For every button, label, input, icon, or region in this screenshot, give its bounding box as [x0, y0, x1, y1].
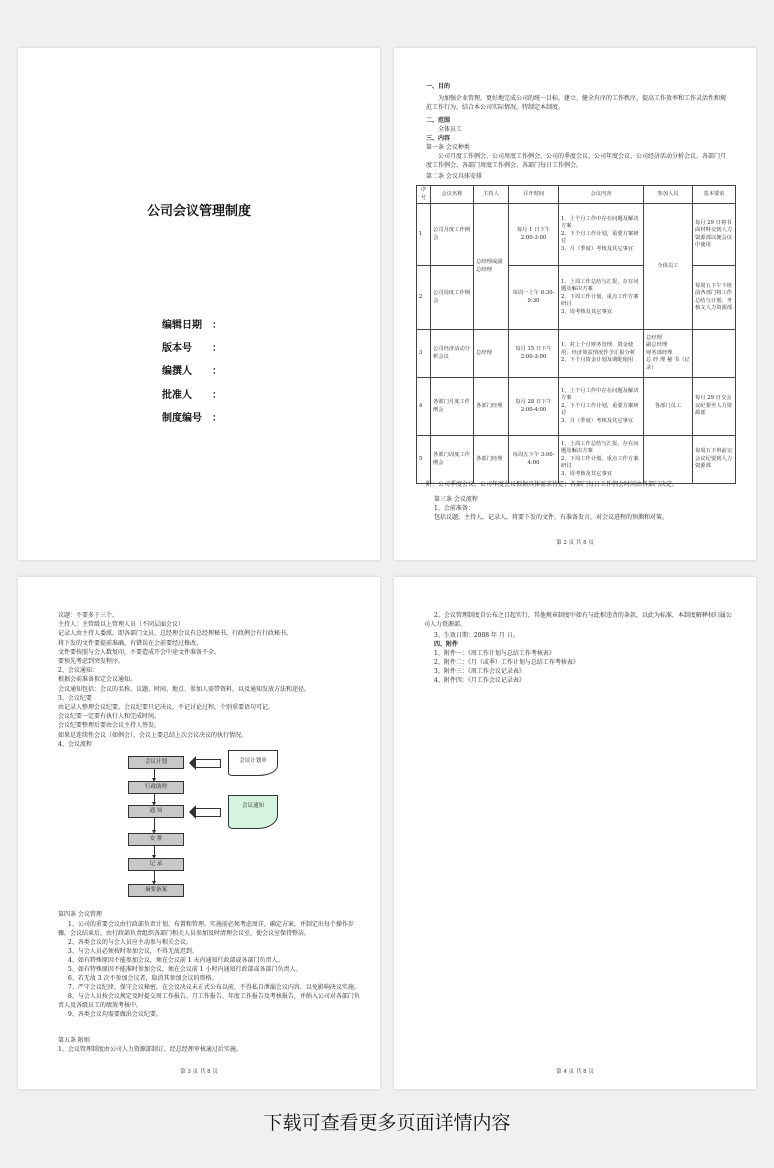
cell: 总经理或副总经理	[474, 204, 509, 330]
list-item: 7、严守会议纪律，保守会议秘密，在会议决议未正式公布以前，不得私自泄漏会议内容，以免影响决议实施。	[68, 984, 360, 991]
cell: 各部门月度工作例会	[431, 378, 474, 436]
col-header: 参加人员	[644, 186, 693, 204]
page-footer: 第 2 页 共 8 页	[556, 540, 594, 546]
page-footer: 第 4 页 共 8 页	[556, 1069, 594, 1075]
line: 文件要按照与会人数复印，不要造成开会中途文件准备不全。	[58, 648, 221, 656]
paragraph: 包括议题，主持人，记录人，将要下发的文件，有准备发言，对会议进程的预测和对策。	[434, 514, 669, 521]
flow-step-record: 记 录	[128, 858, 184, 871]
text-block	[58, 920, 363, 1019]
field-colon: ：	[212, 343, 222, 354]
page-4	[394, 577, 756, 1089]
line: 将下发的文件要提前准确，有错误在会前要经过修改。	[58, 639, 203, 647]
cell: 5	[417, 436, 431, 484]
table-note: 附：公司季度会议、公司年度会议根据具体需求待定；各部门每日工作例会时间由各部门决定。	[426, 481, 679, 488]
paragraph: 1、会前准备：	[434, 505, 474, 512]
field-label: 制度编号	[162, 413, 202, 424]
cell: 2	[417, 266, 431, 330]
list-item: 6、若无故 3 次不参加会议者，取消其参加会议的资格。	[68, 975, 218, 982]
cell: 1、上个月工作中存在问题及解决方案 2、下个月工作计划，重要方案研讨 3、月（季度）考核及其它事宜	[559, 204, 644, 266]
section-heading: 三、内容	[426, 135, 451, 142]
download-caption[interactable]: 下载可查看更多页面详情内容	[263, 1112, 511, 1134]
flow-left-arrow	[196, 808, 221, 817]
field-version	[162, 339, 222, 354]
cell: 每周五下午下班前各部门将工作总结与计划，考核文人力资源部	[693, 266, 736, 330]
cell: 每周五下午 3:00-4:00	[509, 436, 559, 484]
line: 要预先考虑到突发程序。	[58, 658, 125, 666]
table-row	[417, 204, 736, 266]
list-item: 2、附件二：《月（或季）工作计划与总结工作考核表》	[434, 659, 579, 666]
line: 如果是连续性会议（如例会），会议上要总结上次会议决议的执行情况。	[58, 731, 248, 739]
flow-step-archive: 摘要备案	[128, 884, 184, 897]
list-item: 4、附件四：《月工作会议记录表》	[434, 677, 525, 684]
list-item: 3、与会人员必须按时参加会议，不得无故迟到。	[68, 948, 198, 955]
line: 会议通知包括：会议的名称、议题、时间、地点、参加人需带资料，以及通知发放方法和途径。	[58, 685, 311, 693]
cell: 全体员工	[644, 204, 693, 330]
flow-step-arrange: 安 排	[128, 833, 184, 846]
line: 记录人由主持人委派，即各部门文员，总经理会议有总经理秘书，行政例会有行政秘书。	[58, 630, 293, 638]
paragraph: 3、生效日期：2008 年 月 日。	[434, 632, 519, 639]
cell: 每周五下班前交会议纪要到人力资源部	[693, 436, 736, 484]
cell	[644, 436, 693, 484]
cell: 1	[417, 204, 431, 266]
field-label: 编撰人	[162, 366, 192, 377]
line: 2、会议通知：	[58, 667, 98, 675]
line: 3、会议纪要	[58, 694, 92, 702]
list-item: 1、附件一：《周工作计划与总结工作考核表》	[434, 650, 555, 657]
paragraph: 1、会议管理制度由公司人力资源部制订，经总经理审核通过后实施。	[58, 1046, 242, 1053]
cell: 1、上周工作总结与汇报，存在问题及解决方案 2、下周工作计划，重点工作方案研讨 3、周考核及其它事宜	[559, 266, 644, 330]
field-edit-date	[162, 316, 222, 331]
col-header: 会议名称	[431, 186, 474, 204]
cell: 各部门经理	[474, 378, 509, 436]
cell: 各部门经理	[474, 436, 509, 484]
cell: 每月 1 日下午 2:00-3:00	[509, 204, 559, 266]
flow-left-arrow	[196, 759, 221, 768]
flow-step-plan: 会议计划	[128, 756, 184, 769]
field-colon: ：	[212, 320, 222, 331]
list-item: 4、如有特殊原因不能参加会议，须在会议前 1 天内通知行政部或各部门负责人。	[68, 957, 284, 964]
page-cover	[18, 48, 380, 560]
cell: 公司经济活动分析会议	[431, 330, 474, 378]
paragraph: 2、会议管理制度自公布之日起实行，其他规章制度中如有与此相违背的条款，以此为标准，本制度解释权归属公司人力资源部。	[424, 612, 732, 628]
cell: 每月 29 日将书面材料交到人力资源部以便会议中使用	[693, 204, 736, 266]
cell: 各部门周度工作例会	[431, 436, 474, 484]
cell: 总经理	[474, 330, 509, 378]
field-code	[162, 409, 222, 424]
flow-step-admin: 行政助理	[128, 781, 184, 794]
flow-arrow	[154, 794, 155, 803]
article-heading: 第四条 会议管理	[58, 911, 102, 918]
cell: 4	[417, 378, 431, 436]
line: 会议纪要整理后要由会议主持人签发。	[58, 722, 161, 730]
article-heading: 第二条 会议具体安排	[426, 173, 482, 180]
field-author	[162, 362, 222, 377]
cell: 各部门员工	[644, 378, 693, 436]
section-heading: 一、目的	[426, 83, 451, 90]
cell: 1、对上个月财务管理、资金使用、经济效益情况作予汇报分析 2、下个月资金计划及调配使用	[559, 330, 644, 378]
article-heading: 第一条 会议种类	[426, 144, 470, 151]
line: 主持人：主管级以上管理人员（不同层面会议）	[58, 621, 185, 629]
line: 议题：不要多于三个。	[58, 612, 119, 619]
article-heading: 第三条 会议流程	[434, 496, 478, 503]
list-item: 5、如有特殊原因不能准时参加会议，须在会议前 1 小时内通知行政部或各部门负责人。	[68, 966, 302, 973]
page-2	[394, 48, 756, 560]
paragraph: 全体员工	[438, 126, 463, 133]
field-label: 版本号	[162, 343, 192, 354]
flow-arrow	[154, 871, 155, 882]
table-header-row	[417, 186, 736, 204]
col-header: 序号	[417, 186, 431, 204]
line: 会议纪要一定要有执行人和完成时间。	[58, 713, 161, 721]
cell: 每周一上午 8:30-9:30	[509, 266, 559, 330]
page-3	[18, 577, 380, 1089]
field-label: 批准人	[162, 390, 192, 401]
cell: 3	[417, 330, 431, 378]
list-item: 2、各类会议的与会人员应主动参与相关会议。	[68, 939, 192, 946]
article-heading: 第五条 附则	[58, 1037, 90, 1044]
page-footer: 第 3 页 共 8 页	[180, 1069, 218, 1075]
flow-arrow	[154, 769, 155, 779]
cell: 公司月度工作例会	[431, 204, 474, 266]
paragraph: 为加强企业管理，更好地完成公司的统一目标，建立、健全有序的工作秩序，提高工作效率和工作灵活性和规范工作行为，结合本公司实际情况，特制定本制度。	[426, 95, 727, 111]
line: 由记录人整理会议纪要。会议纪要只记决议，不记讨论过程，个别重要语句可记。	[58, 704, 275, 712]
cell: 每月 28 日下午 2:00-4:00	[509, 378, 559, 436]
cover-title: 公司会议管理制度	[146, 204, 251, 219]
field-label: 编辑日期	[162, 320, 202, 331]
list-item: 3、附件三：《周工作会议记录表》	[434, 668, 525, 675]
doc-meeting-notice: 会议通知	[228, 795, 278, 829]
col-header: 会议内容	[559, 186, 644, 204]
table-row	[417, 436, 736, 484]
cell: 1、上周工作总结与汇报，存在问题及解决方案 2、下周工作计划，重点工作方案研讨 3、周考核及其它事宜	[559, 436, 644, 484]
list-item: 9、各类会议均需要做出会议纪要。	[68, 1011, 162, 1018]
col-header: 基本要求	[693, 186, 736, 204]
field-colon: ：	[212, 413, 222, 424]
meeting-schedule-table	[416, 185, 736, 484]
field-colon: ：	[212, 390, 222, 401]
table-row	[417, 330, 736, 378]
col-header: 主持人	[474, 186, 509, 204]
paragraph: 公司月度工作例会、公司周度工作例会、公司的季度会议、公司年度会议、公司经济活动分析会议、各部门月度工作例会、各部门周度工作例会、各部门每日工作例会。	[426, 153, 727, 169]
flow-step-notify: 通 知	[128, 805, 184, 818]
line: 根据会前准备拟定会议通知。	[58, 676, 137, 684]
cell: 1、上个月工作中存在问题及解决方案 2、下个月工作计划，重要方案研讨 3、月（季度）考核及其它事宜	[559, 378, 644, 436]
cell: 每月 29 日交会议纪要至人力资源部	[693, 378, 736, 436]
flow-arrow	[154, 846, 155, 856]
cell	[693, 330, 736, 378]
cell: 每月 15 日下午 2:00-3:00	[509, 330, 559, 378]
field-colon: ：	[212, 366, 222, 377]
section-heading: 四、附件	[434, 641, 459, 648]
list-item: 8、与会人员按会议规定及时提交周工作报告、月工作报告、年度工作报告及考核报告，并纳入公司对各部门负责人及各级员工的绩效考核中。	[58, 993, 360, 1009]
cell: 公司周度工作例会	[431, 266, 474, 330]
line: 4、会议流程	[58, 740, 92, 748]
doc-meeting-plan: 会议计划单	[228, 750, 278, 776]
text-block	[58, 611, 358, 749]
table-row	[417, 378, 736, 436]
list-item: 1、公司的重要会议由行政部负责计划、布置和管理。实施前必须考虑周详，确定方案，并制定出每个操作步骤。会议结束后，由行政部负责组织各部门相关人员参加及时清理会议室，使会议室保持整洁。	[58, 921, 354, 937]
section-heading: 二、范围	[426, 117, 451, 124]
flow-arrow	[154, 818, 155, 831]
col-header: 召开时间	[509, 186, 559, 204]
cell: 总经理 副总经理 财务部经理 总 经 理 秘 书（记录）	[644, 330, 693, 378]
field-approver	[162, 386, 222, 401]
attachment-list	[434, 649, 579, 685]
